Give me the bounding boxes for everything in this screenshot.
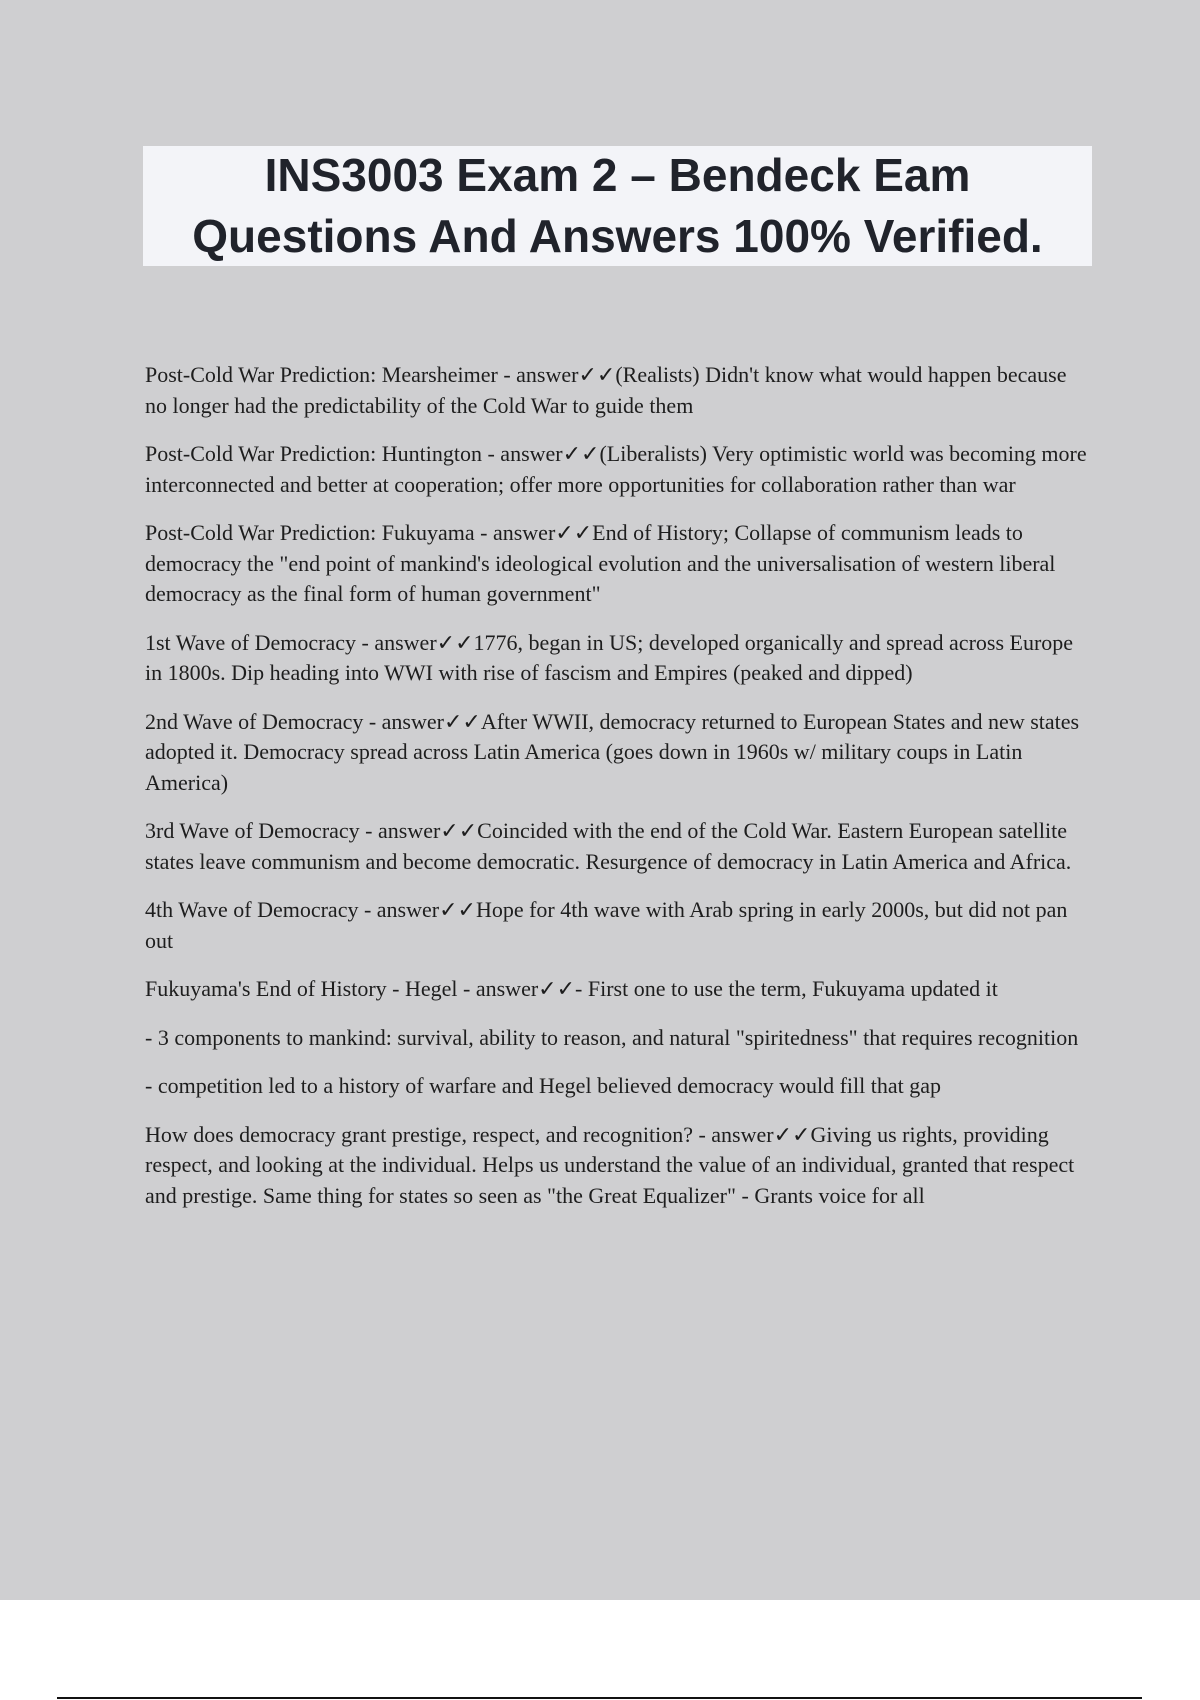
paragraph-competition: - competition led to a history of warfare and Hegel believed democracy would fill that gap	[145, 1073, 941, 1098]
page-footer-area	[0, 1600, 1200, 1700]
document-title	[192, 145, 1042, 267]
paragraph-second-wave: 2nd Wave of Democracy - answer✓✓After WWII, democracy returned to European States and new states adopted it. Democracy spread across Latin America (goes down in 1960s w/ military coups in Latin America)	[145, 708, 1080, 795]
paragraph-components: - 3 components to mankind: survival, ability to reason, and natural "spiritedness" that requires recognition	[145, 1024, 1079, 1050]
paragraph-fukuyama: Post-Cold War Prediction: Fukuyama - answer✓✓End of History; Collapse of communism leads to democracy the "end point of mankind's ideological evolution and the universalisation of western liberal democracy as the final form of human government"	[145, 520, 1056, 606]
title-line-2: Questions And Answers 100% Verified.	[192, 210, 1043, 262]
paragraph-huntington: Post-Cold War Prediction: Huntington - answer✓✓(Liberalists) Very optimistic world was becoming more interconnected and better at cooperation; offer more opportunities for collaboration rather than war	[145, 441, 1087, 497]
title-line-1: INS3003 Exam 2 – Bendeck Eam	[264, 149, 971, 201]
paragraph-third-wave: 3rd Wave of Democracy - answer✓✓Coincided with the end of the Cold War. Eastern European satellite states leave communism and become democratic. Resurgence of democracy in Latin America and Africa.	[145, 818, 1072, 874]
paragraph-first-wave: 1st Wave of Democracy - answer✓✓1776, began in US; developed organically and spread across Europe in 1800s. Dip heading into WWI with rise of fascism and Empires (peaked and dipped)	[145, 629, 1074, 685]
paragraph-prestige: How does democracy grant prestige, respect, and recognition? - answer✓✓Giving us rights, providing respect, and looking at the individual. Helps us understand the value of an individual, granted that respect and prestige. Same thing for states so seen as "the Great Equalizer" - Grants voice for all	[145, 1121, 1075, 1208]
paragraph-mearsheimer: Post-Cold War Prediction: Mearsheimer - answer✓✓(Realists) Didn't know what would happen because no longer had the predictability of the Cold War to guide them	[145, 362, 1067, 418]
paragraph-fourth-wave: 4th Wave of Democracy - answer✓✓Hope for 4th wave with Arab spring in early 2000s, but did not pan out	[145, 897, 1068, 953]
paragraph-end-of-history: Fukuyama's End of History - Hegel - answer✓✓- First one to use the term, Fukuyama updated it	[145, 976, 998, 1001]
footer-divider	[57, 1697, 1142, 1699]
document-body	[145, 360, 1090, 1229]
title-banner	[143, 146, 1092, 266]
